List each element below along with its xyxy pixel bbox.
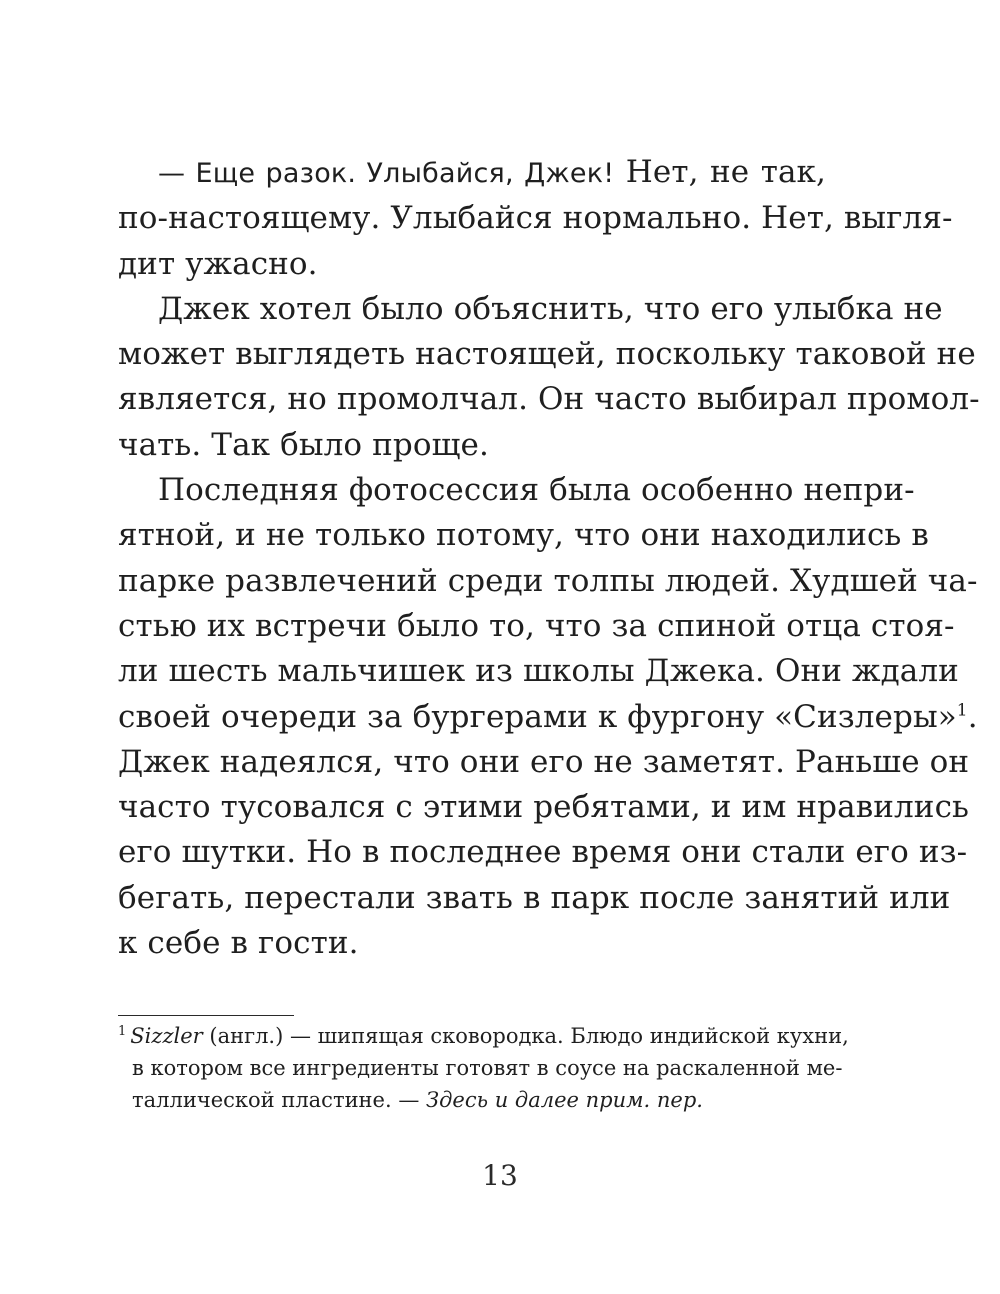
- dialogue-sans-text: — Еще разок. Улыбайся, Джек!: [158, 158, 615, 189]
- text-line: Джек хотел было объяснить, что его улыбка не: [158, 290, 943, 327]
- text-line: бегать, перестали звать в парк после занятий или: [118, 879, 951, 916]
- paragraph-photoshoot: [118, 468, 978, 966]
- footnote-line: [118, 1084, 826, 1116]
- sentence-period: .: [967, 698, 978, 735]
- text-line: ли шесть мальчишек из школы Джека. Они ждали: [118, 653, 959, 690]
- text-before-footnote-ref: своей очереди за бургерами к фургону «Сизлеры»: [118, 698, 957, 735]
- text-line: Последняя фотосессия была особенно непри-: [158, 472, 915, 509]
- footnote-translator-note: Здесь и далее прим. пер.: [426, 1088, 703, 1112]
- text-line: [118, 150, 826, 196]
- footnote-text: таллической пластине. —: [132, 1088, 427, 1112]
- text-line: дит ужасно.: [118, 245, 318, 282]
- text-line: Джек надеялся, что они его не заметят. Раньше он: [118, 743, 970, 780]
- text-line: чать. Так было проще.: [118, 426, 489, 463]
- footnote-reference[interactable]: 1: [956, 700, 968, 721]
- text-line: может выглядеть настоящей, поскольку таковой не: [118, 336, 976, 373]
- text-line: часто тусовался с этими ребятами, и им нравились: [118, 789, 970, 826]
- text-line: ятной, и не только потому, что они находились в: [118, 517, 929, 554]
- text-line: [118, 695, 978, 740]
- main-text: [118, 150, 980, 966]
- text-line: стью их встречи было то, что за спиной отца стоя-: [118, 607, 955, 644]
- footnote-line: в котором все ингредиенты готовят в соусе на раскаленной ме-: [132, 1056, 843, 1080]
- paragraph-dialogue: [118, 150, 953, 287]
- dialogue-text: Нет, не так,: [614, 154, 826, 190]
- footnote-text: (англ.) — шипящая сковородка. Блюдо индийской кухни,: [202, 1024, 849, 1048]
- footnote-term: Sizzler: [130, 1024, 203, 1048]
- paragraph-jack-explain: [118, 287, 980, 468]
- footnote-divider: [118, 1015, 294, 1016]
- footnote: [118, 1020, 849, 1116]
- page-number: 13: [482, 1159, 518, 1192]
- footnote-line: [118, 1020, 849, 1052]
- footnote-marker: 1: [118, 1024, 127, 1039]
- text-line: является, но промолчал. Он часто выбирал промол-: [118, 381, 980, 418]
- text-line: его шутки. Но в последнее время они стали его из-: [118, 834, 968, 871]
- text-line: парке развлечений среди толпы людей. Худшей ча-: [118, 562, 978, 599]
- text-line: по-настоящему. Улыбайся нормально. Нет, выгля-: [118, 200, 953, 237]
- text-line: к себе в гости.: [118, 925, 359, 962]
